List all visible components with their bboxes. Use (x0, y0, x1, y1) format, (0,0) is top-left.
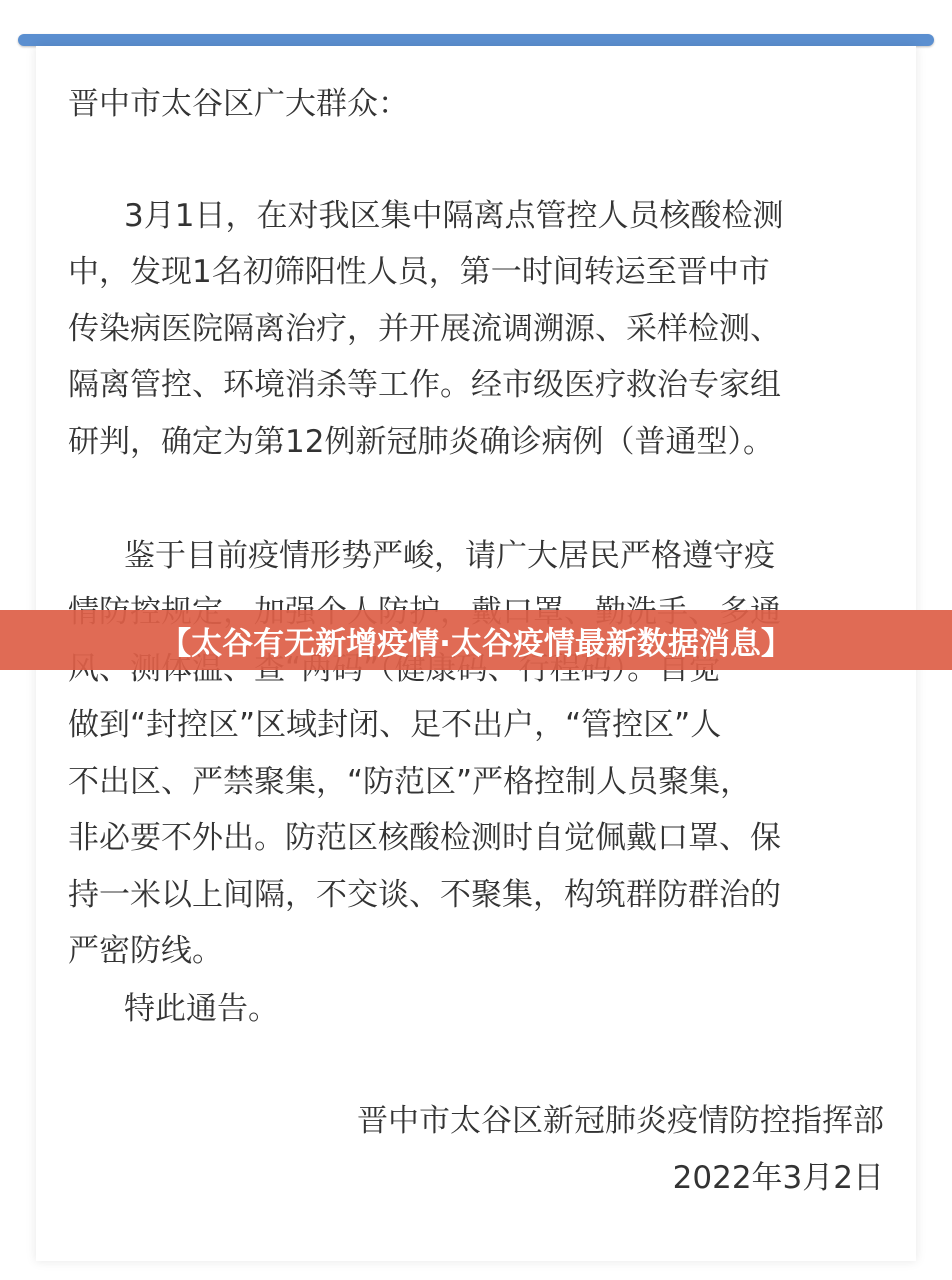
issue-date: 2022年3月2日 (672, 1160, 884, 1196)
closing-text: 特此通告。 (124, 991, 279, 1027)
article-title: 【太谷有无新增疫情·太谷疫情最新数据消息】 (160, 625, 792, 662)
top-accent-bar (18, 34, 934, 46)
paragraph-2-line-1: 鉴于目前疫情形势严峻，请广大居民严格遵守疫 (124, 538, 775, 574)
paragraph-2-line-8: 严密防线。 (68, 933, 223, 969)
paragraph-1-line-3: 传染病医院隔离治疗，并开展流调溯源、采样检测、 (68, 311, 781, 347)
paragraph-2-line-7: 持一米以上间隔，不交谈、不聚集，构筑群防群治的 (68, 877, 781, 913)
issuer: 晋中市太谷区新冠肺炎疫情防控指挥部 (357, 1103, 884, 1139)
paragraph-1-line-4: 隔离管控、环境消杀等工作。经市级医疗救治专家组 (68, 367, 781, 403)
paragraph-1-line-2: 中，发现1名初筛阳性人员，第一时间转运至晋中市 (68, 254, 770, 290)
paragraph-2-line-6: 非必要不外出。防范区核酸检测时自觉佩戴口罩、保 (68, 820, 781, 856)
paragraph-2-line-4: 做到“封控区”区域封闭、足不出户，“管控区”人 (68, 707, 722, 743)
paragraph-1-line-5: 研判，确定为第12例新冠肺炎确诊病例（普通型）。 (68, 424, 774, 460)
title-banner (0, 610, 952, 670)
paragraph-2-line-5: 不出区、严禁聚集，“防范区”严格控制人员聚集， (68, 764, 752, 800)
salutation: 晋中市太谷区广大群众： (68, 86, 409, 122)
paragraph-1-line-1: 3月1日，在对我区集中隔离点管控人员核酸检测 (124, 198, 784, 234)
